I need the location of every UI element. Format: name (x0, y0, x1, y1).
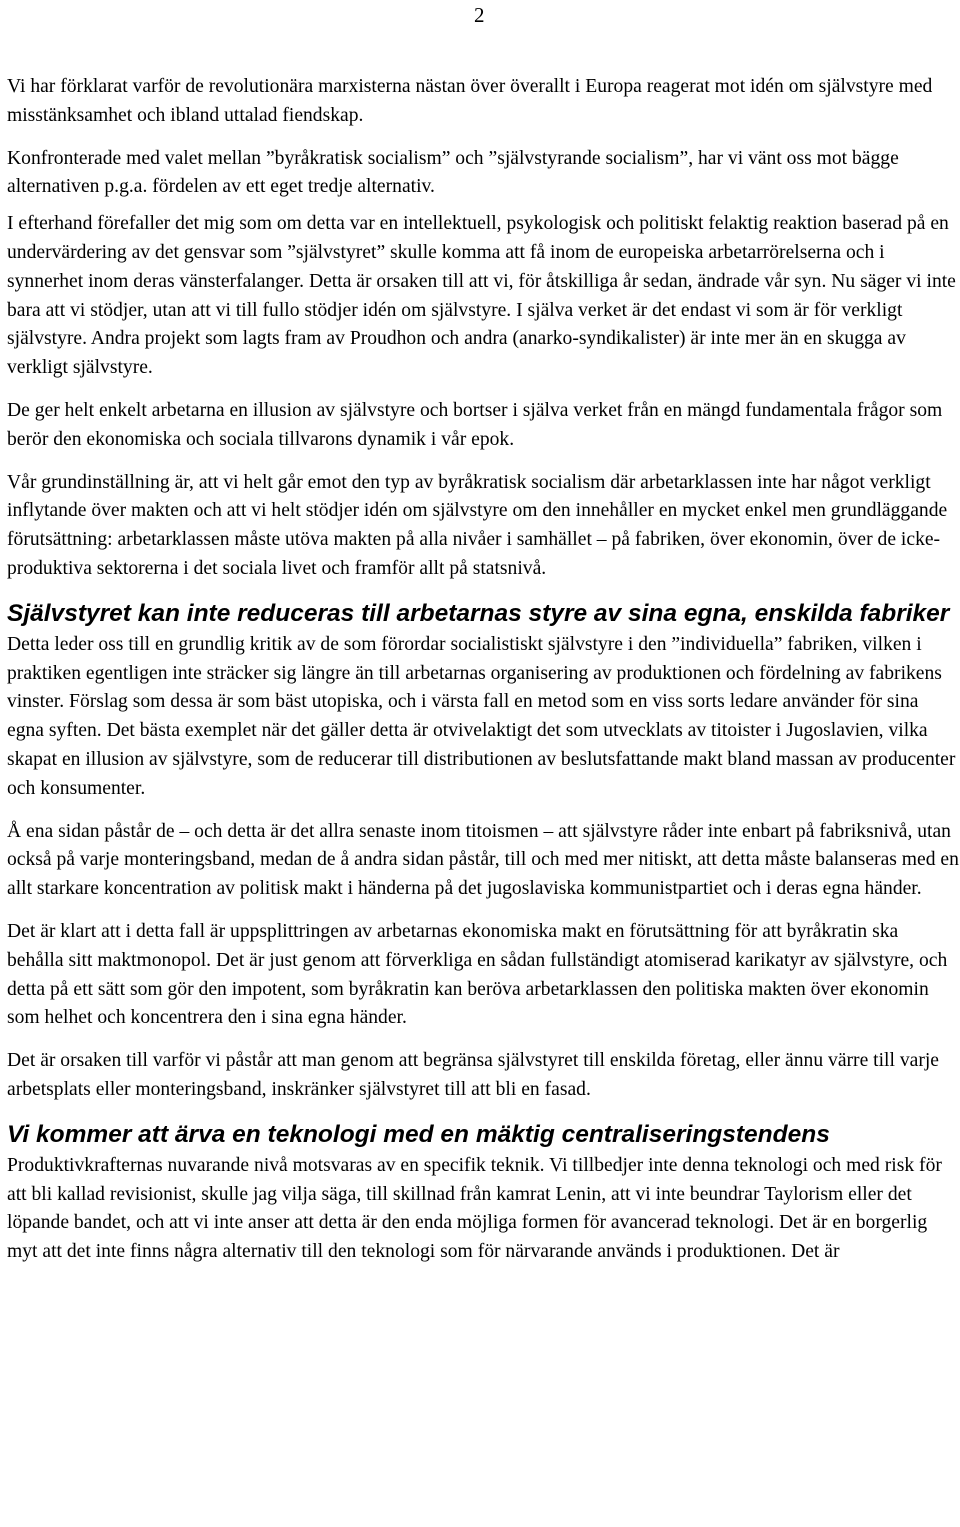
paragraph: Det är orsaken till varför vi påstår att man genom att begränsa självstyret till enskilda företag, eller ännu värre till varje arbetsplats eller monteringsband, inskränker självstyret till att bli en fasad. (7, 1050, 939, 1100)
paragraph: Å ena sidan påstår de – och detta är det allra senaste inom titoismen – att självstyre råder inte enbart på fabriksnivå, utan också på varje monteringsband, medan de å andra sidan påstår, till och med mer nitiskt, att detta måste balanseras med en allt starkare koncentration av politisk makt i händerna på det jugoslaviska kommunistpartiet och i deras egna händer. (7, 820, 959, 900)
paragraph: Det är klart att i detta fall är uppsplittringen av arbetarnas ekonomiska makt en förutsättning för att byråkratin ska behålla sitt maktmonopol. Det är just genom att förverkliga en sådan fullständigt atomiserad karikatyr av självstyre, och detta på ett sätt som gör den impotent, som byråkratin kan beröva arbetarklassen den politiska makten över ekonomin som helhet och koncentrera den i sina egna händer. (7, 920, 948, 1029)
paragraph: Konfronterade med valet mellan ”byråkratisk socialism” och ”självstyrande socialism”, har vi vänt oss mot bägge alternativen p.g.a. fördelen av ett eget tredje alternativ. (7, 147, 899, 198)
paragraph: I efterhand förefaller det mig som om detta var en intellektuell, psykologisk och politiskt felaktig reaktion baserad på en undervärdering av det gensvar som ”självstyret” skulle komma att få inom de europeiska arbetarrörelserna och i synnerhet inom deras vänsterfalanger. Detta är orsaken till att vi, för åtskilliga år sedan, ändrade vår syn. Nu säger vi inte bara att vi stödjer, utan att vi till fullo stödjer idén om självstyre. I själva verket är det endast vi som är för verkligt självstyre. Andra projekt som lagts fram av Proudhon och andra (anarko-syndikalister) är inte mer än en skugga av verkligt självstyre. (7, 213, 956, 379)
paragraph: De ger helt enkelt arbetarna en illusion av självstyre och bortser i själva verket från en mängd fundamentala frågor som berör den ekonomiska och sociala tillvarons dynamik i vår epok. (7, 399, 943, 450)
section-heading: Självstyret kan inte reduceras till arbetarnas styre av sina egna, enskilda fabriker (7, 599, 950, 627)
paragraph: Detta leder oss till en grundlig kritik av de som förordar socialistiskt självstyre i den ”individuella” fabriken, vilken i praktiken egentligen inte sträcker sig längre än till arbetarnas organisering av produktionen och fördelning av fabrikens vinster. Förslag som dessa är som bäst utopiska, och i värsta fall en metod som en viss sorts ledare använder för sina egna syften. Det bästa exemplet när det gäller detta är otvivelaktigt det som utvecklats av titoister i Jugoslavien, vilka skapat en illusion av självstyre, som de reducerar till distributionen av beslutsfattande makt bland massan av producenter och konsumenter. (7, 633, 956, 799)
section-heading: Vi kommer att ärva en teknologi med en mäktig centraliseringstendens (7, 1120, 830, 1148)
paragraph: Produktivkrafternas nuvarande nivå motsvaras av en specifik teknik. Vi tillbedjer inte denna teknologi och med risk för att bli kallad revisionist, skulle jag vilja säga, till skillnad från kamrat Lenin, att vi inte beundrar Taylorism eller det löpande bandet, och att vi inte anser att detta är den enda möjliga formen för avancerad teknologi. Det är en borgerlig myt att det inte finns några alternativ till den teknologi som för närvarande används i produktionen. Det är (7, 1154, 942, 1263)
page-number: 2 (474, 3, 485, 27)
paragraph: Vår grundinställning är, att vi helt går emot den typ av byråkratisk socialism där arbetarklassen inte har något verkligt inflytande över makten och att vi helt stödjer idén om självstyre om den innehåller en mycket enkel men grundläggande förutsättning: arbetarklassen måste utöva makten på alla nivåer i samhället – på fabriken, över ekonomin, över de icke-produktiva sektorerna i det sociala livet och framför allt på statsnivå. (7, 471, 948, 579)
document-body (7, 73, 959, 1281)
paragraph: Vi har förklarat varför de revolutionära marxisterna nästan över överallt i Europa reagerat mot idén om självstyre med misstänksamhet och ibland uttalad fiendskap. (7, 76, 933, 126)
